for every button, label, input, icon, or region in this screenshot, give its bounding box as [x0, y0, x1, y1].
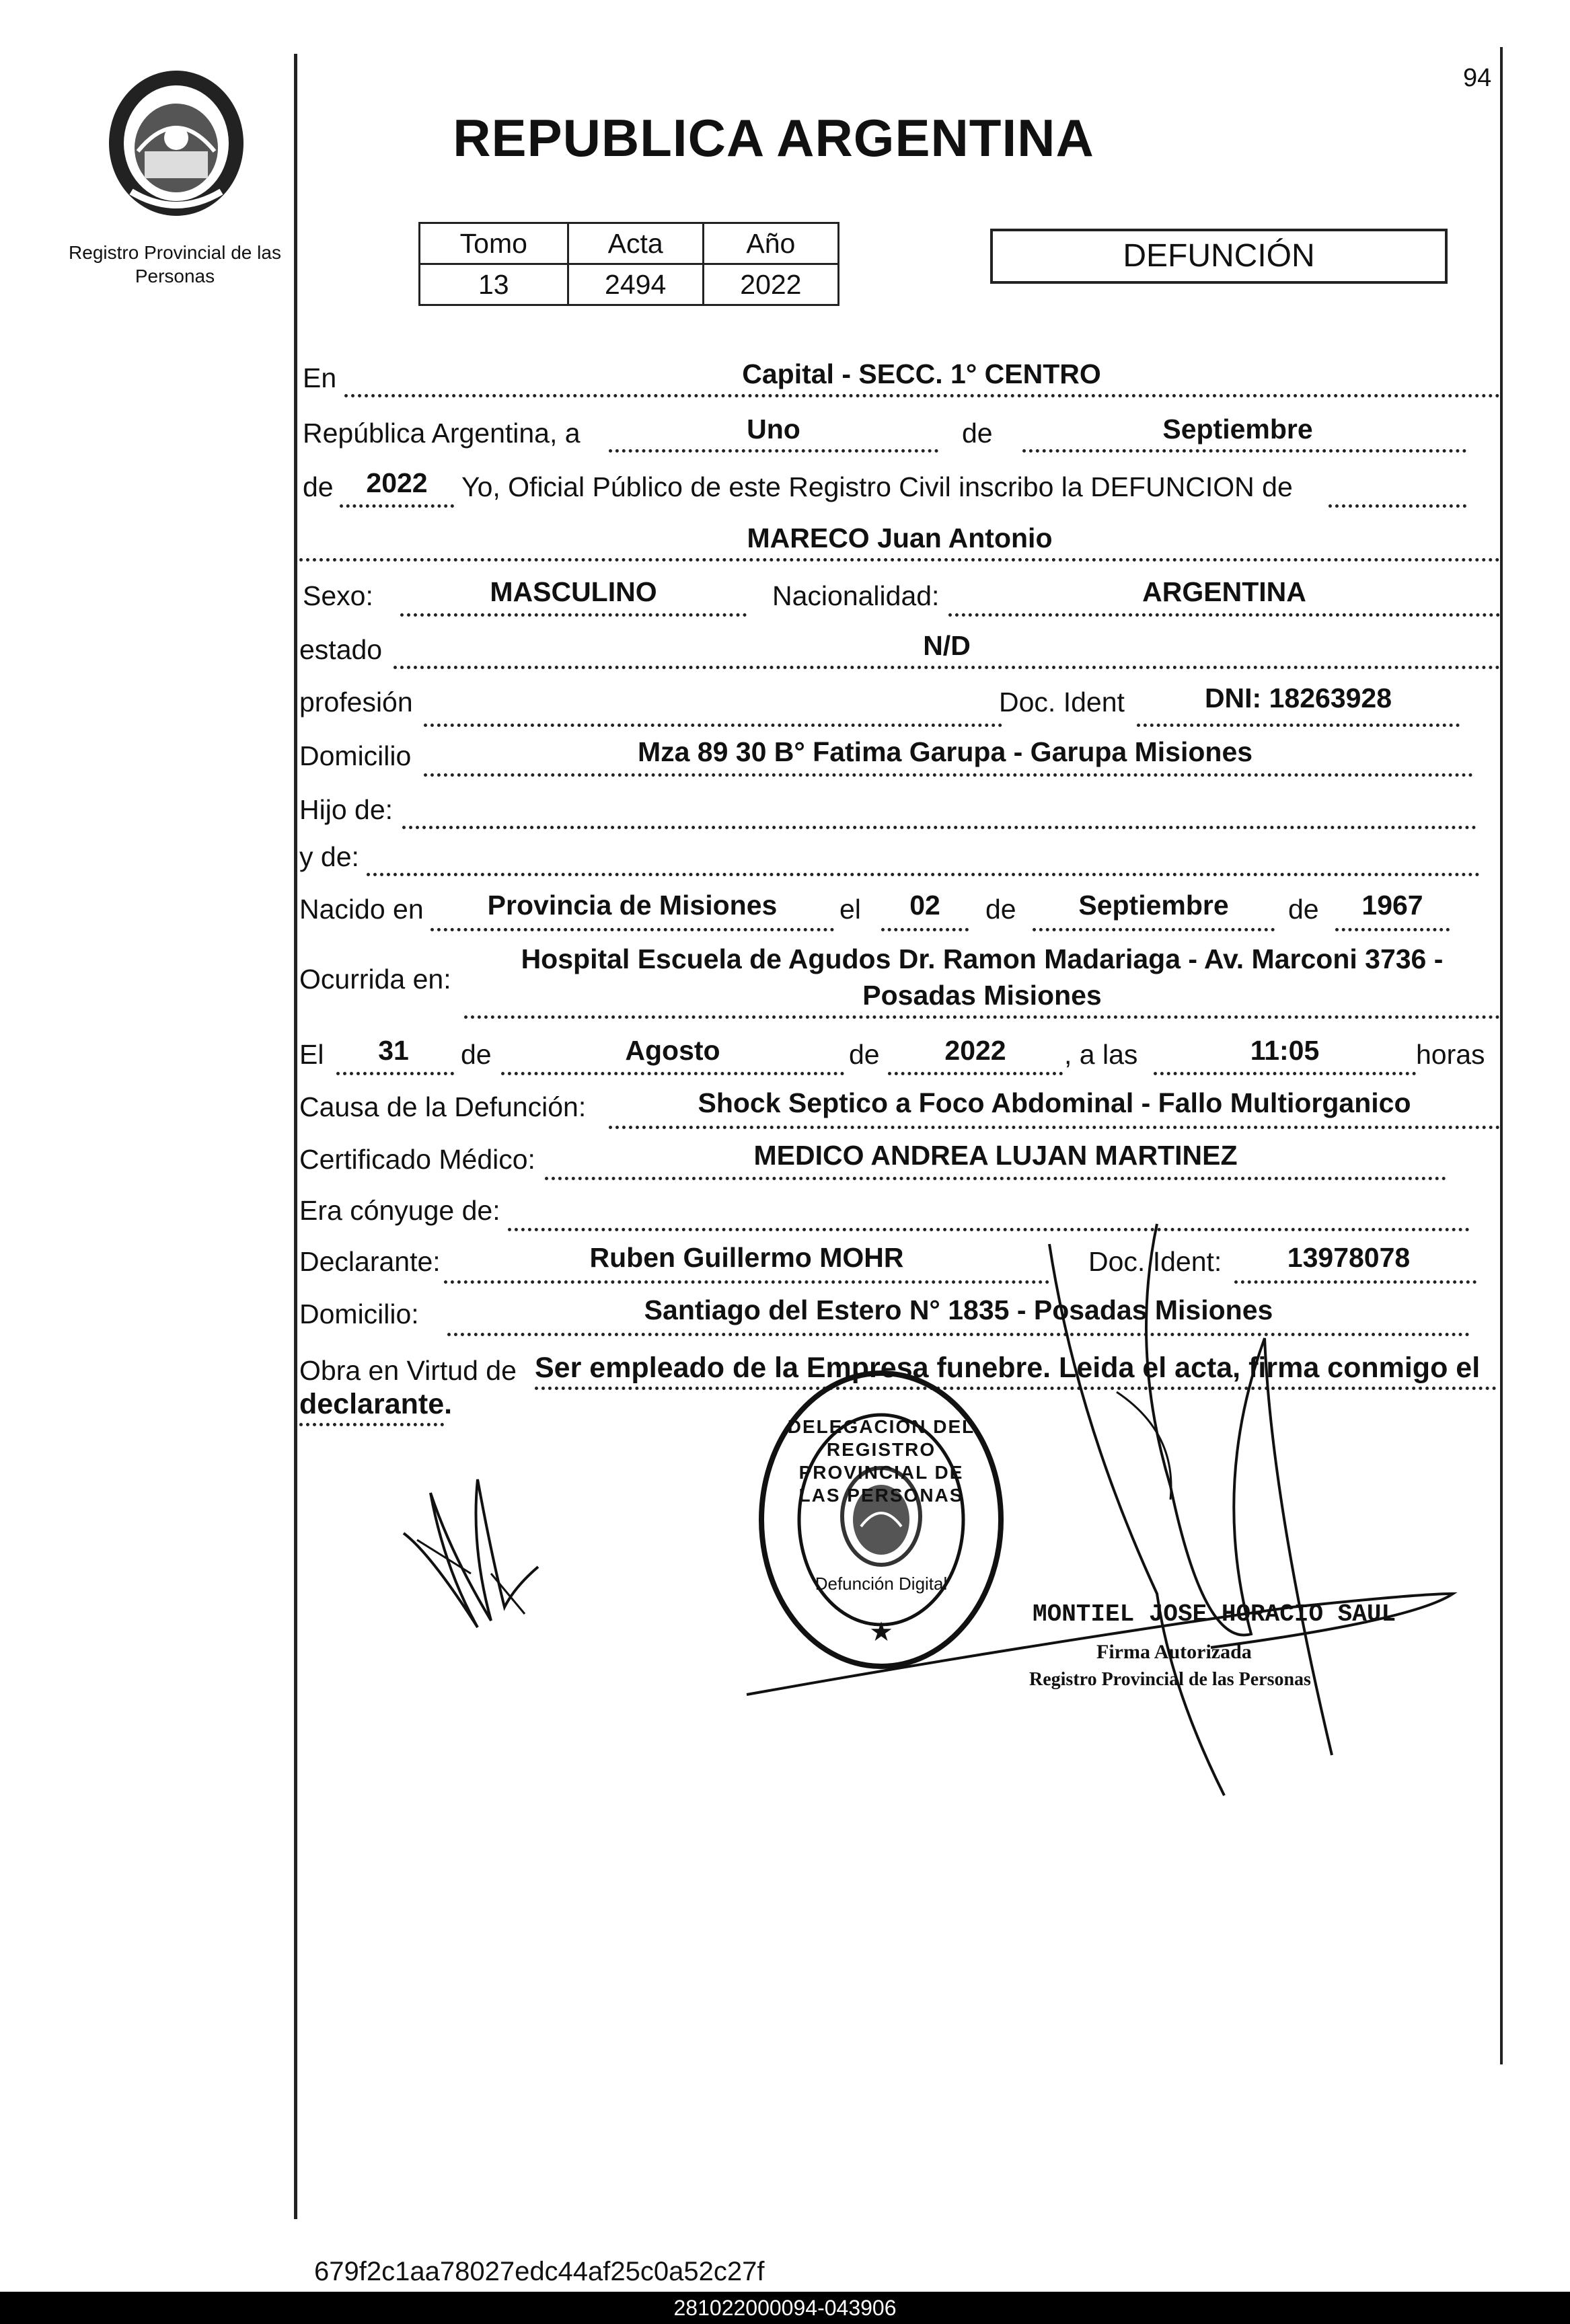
doc-ident-dotted-line	[1137, 724, 1460, 727]
birth-year-value: 1967	[1361, 890, 1423, 921]
profesion-dotted-line	[424, 724, 1002, 727]
death-month-dotted-line	[501, 1072, 844, 1075]
barcode-bar	[0, 2292, 1570, 2324]
certificado-label: Certificado Médico:	[299, 1144, 535, 1175]
nacido-lugar-dotted-line	[431, 928, 834, 931]
official-name: MONTIEL JOSE HORACIO SAUL	[1033, 1600, 1396, 1628]
act-type-box	[990, 229, 1448, 284]
el-label: el	[839, 894, 861, 925]
year-dotted-line	[340, 504, 454, 508]
certificado-dotted-line	[545, 1177, 1446, 1180]
domicilio-dotted-line	[424, 773, 1473, 777]
republica-label: República Argentina, a	[303, 418, 581, 449]
acta-header: Acta	[568, 223, 703, 264]
obra-label: Obra en Virtud de	[299, 1355, 517, 1386]
tomo-header: Tomo	[420, 223, 568, 264]
de-label-6: de	[849, 1039, 880, 1070]
death-month-value: Agosto	[625, 1035, 720, 1066]
domicilio2-label: Domicilio:	[299, 1299, 419, 1329]
registry-name	[67, 241, 283, 288]
right-border-line	[1500, 47, 1503, 2064]
inscribo-text: Yo, Oficial Público de este Registro Civil inscribo la DEFUNCION de	[461, 471, 1293, 502]
declarante-label: Declarante:	[299, 1246, 441, 1277]
obra-line1: Ser empleado de la Empresa funebre. Leida el acta, firma conmigo el	[535, 1352, 1481, 1384]
profesion-label: profesión	[299, 687, 413, 718]
month-word-dotted-line	[1022, 449, 1466, 453]
anio-value: 2022	[703, 264, 838, 305]
conyuge-label: Era cónyuge de:	[299, 1195, 500, 1226]
nacido-label: Nacido en	[299, 894, 424, 925]
registry-number-table	[418, 222, 839, 306]
death-year-dotted-line	[888, 1072, 1063, 1075]
birth-day-value: 02	[909, 890, 940, 921]
page-number: 94	[1463, 64, 1492, 92]
barcode-number: 281022000094-043906	[673, 2296, 897, 2320]
nacido-lugar-value: Provincia de Misiones	[487, 890, 778, 921]
domicilio2-value: Santiago del Estero N° 1835 - Posadas Misiones	[644, 1294, 1273, 1325]
domicilio-label: Domicilio	[299, 740, 412, 771]
certificado-value: MEDICO ANDREA LUJAN MARTINEZ	[753, 1140, 1238, 1171]
estado-dotted-line	[394, 666, 1500, 669]
ocurrida-label: Ocurrida en:	[299, 964, 451, 995]
month-word-value: Septiembre	[1162, 414, 1313, 444]
official-title: Firma Autorizada	[1096, 1641, 1252, 1663]
death-year-value: 2022	[944, 1035, 1006, 1066]
declarante-doc-label: Doc. Ident:	[1088, 1246, 1222, 1277]
seal-text	[104, 64, 249, 71]
official-office: Registro Provincial de las Personas	[1029, 1669, 1311, 1690]
nacionalidad-dotted-line	[948, 613, 1500, 617]
inscribo-dotted-line	[1329, 504, 1466, 508]
de-label-4: de	[1288, 894, 1319, 925]
day-word-dotted-line	[609, 449, 938, 453]
sexo-label: Sexo:	[303, 580, 373, 611]
domicilio-value: Mza 89 30 B° Fatima Garupa - Garupa Misiones	[637, 736, 1253, 767]
birth-day-dotted-line	[881, 928, 969, 931]
ocurrida-line1: Hospital Escuela de Agudos Dr. Ramon Madariaga - Av. Marconi 3736 -	[521, 943, 1444, 974]
sexo-dotted-line	[400, 613, 747, 617]
place-value: Capital - SECC. 1° CENTRO	[742, 358, 1101, 389]
ocurrida-dotted-line	[464, 1015, 1500, 1019]
birth-month-dotted-line	[1033, 928, 1275, 931]
nacionalidad-label: Nacionalidad:	[772, 580, 940, 611]
death-day-value: 31	[378, 1035, 409, 1066]
declarante-doc-value: 13978078	[1287, 1242, 1411, 1273]
official-signature	[740, 1217, 1480, 1822]
de-label-3: de	[985, 894, 1016, 925]
estado-value: N/D	[923, 630, 971, 661]
a-las-label: , a las	[1064, 1039, 1138, 1070]
left-border-line	[294, 54, 297, 2219]
death-time-dotted-line	[1154, 1072, 1416, 1075]
deceased-name-value: MARECO Juan Antonio	[747, 522, 1053, 553]
estado-label: estado	[299, 634, 383, 665]
death-day-dotted-line	[336, 1072, 454, 1075]
svg-text:★: ★	[869, 1617, 893, 1648]
anio-header: Año	[703, 223, 838, 264]
place-dotted-line	[344, 394, 1500, 397]
document-hash: 679f2c1aa78027edc44af25c0a52c27f	[314, 2257, 765, 2286]
year-value: 2022	[366, 467, 428, 498]
stamp-ring-text: DELEGACION DEL REGISTRO PROVINCIAL DE LAS PERSONAS	[787, 1416, 975, 1506]
de-label-1: de	[962, 418, 993, 449]
declarante-signature	[390, 1473, 578, 1634]
stamp-inner-text: Defunción Digital	[815, 1574, 948, 1594]
ocurrida-line2: Posadas Misiones	[862, 980, 1102, 1011]
act-type-label: DEFUNCIÓN	[1123, 238, 1315, 274]
causa-value: Shock Septico a Foco Abdominal - Fallo Multiorganico	[698, 1087, 1411, 1118]
death-time-value: 11:05	[1250, 1035, 1320, 1066]
horas-label: horas	[1416, 1039, 1485, 1070]
de-label-2: de	[303, 471, 334, 502]
day-word-value: Uno	[747, 414, 800, 444]
deceased-name-dotted-line	[299, 558, 1500, 561]
y-de-dotted-line	[367, 873, 1480, 876]
causa-label: Causa de la Defunción:	[299, 1091, 587, 1122]
hijo-label: Hijo de:	[299, 794, 394, 825]
el-cap-label: El	[299, 1039, 324, 1070]
hijo-dotted-line	[402, 826, 1476, 829]
tomo-value: 13	[420, 264, 568, 305]
doc-ident-value: DNI: 18263928	[1204, 683, 1392, 713]
sexo-value: MASCULINO	[490, 576, 657, 607]
causa-dotted-line	[609, 1126, 1500, 1129]
declarante-value: Ruben Guillermo MOHR	[589, 1242, 904, 1273]
birth-year-dotted-line	[1335, 928, 1450, 931]
doc-ident-label: Doc. Ident	[999, 687, 1125, 718]
nacionalidad-value: ARGENTINA	[1142, 576, 1306, 607]
birth-month-value: Septiembre	[1078, 890, 1229, 921]
y-de-label: y de:	[299, 841, 359, 872]
registry-name-text: Registro Provincial de las Personas	[69, 242, 281, 286]
obra-dotted-line-2	[299, 1423, 444, 1426]
obra-line2: declarante.	[299, 1388, 453, 1420]
acta-value: 2494	[568, 264, 703, 305]
en-label: En	[303, 362, 337, 393]
de-label-5: de	[461, 1039, 492, 1070]
page-title: REPUBLICA ARGENTINA	[453, 108, 1094, 167]
